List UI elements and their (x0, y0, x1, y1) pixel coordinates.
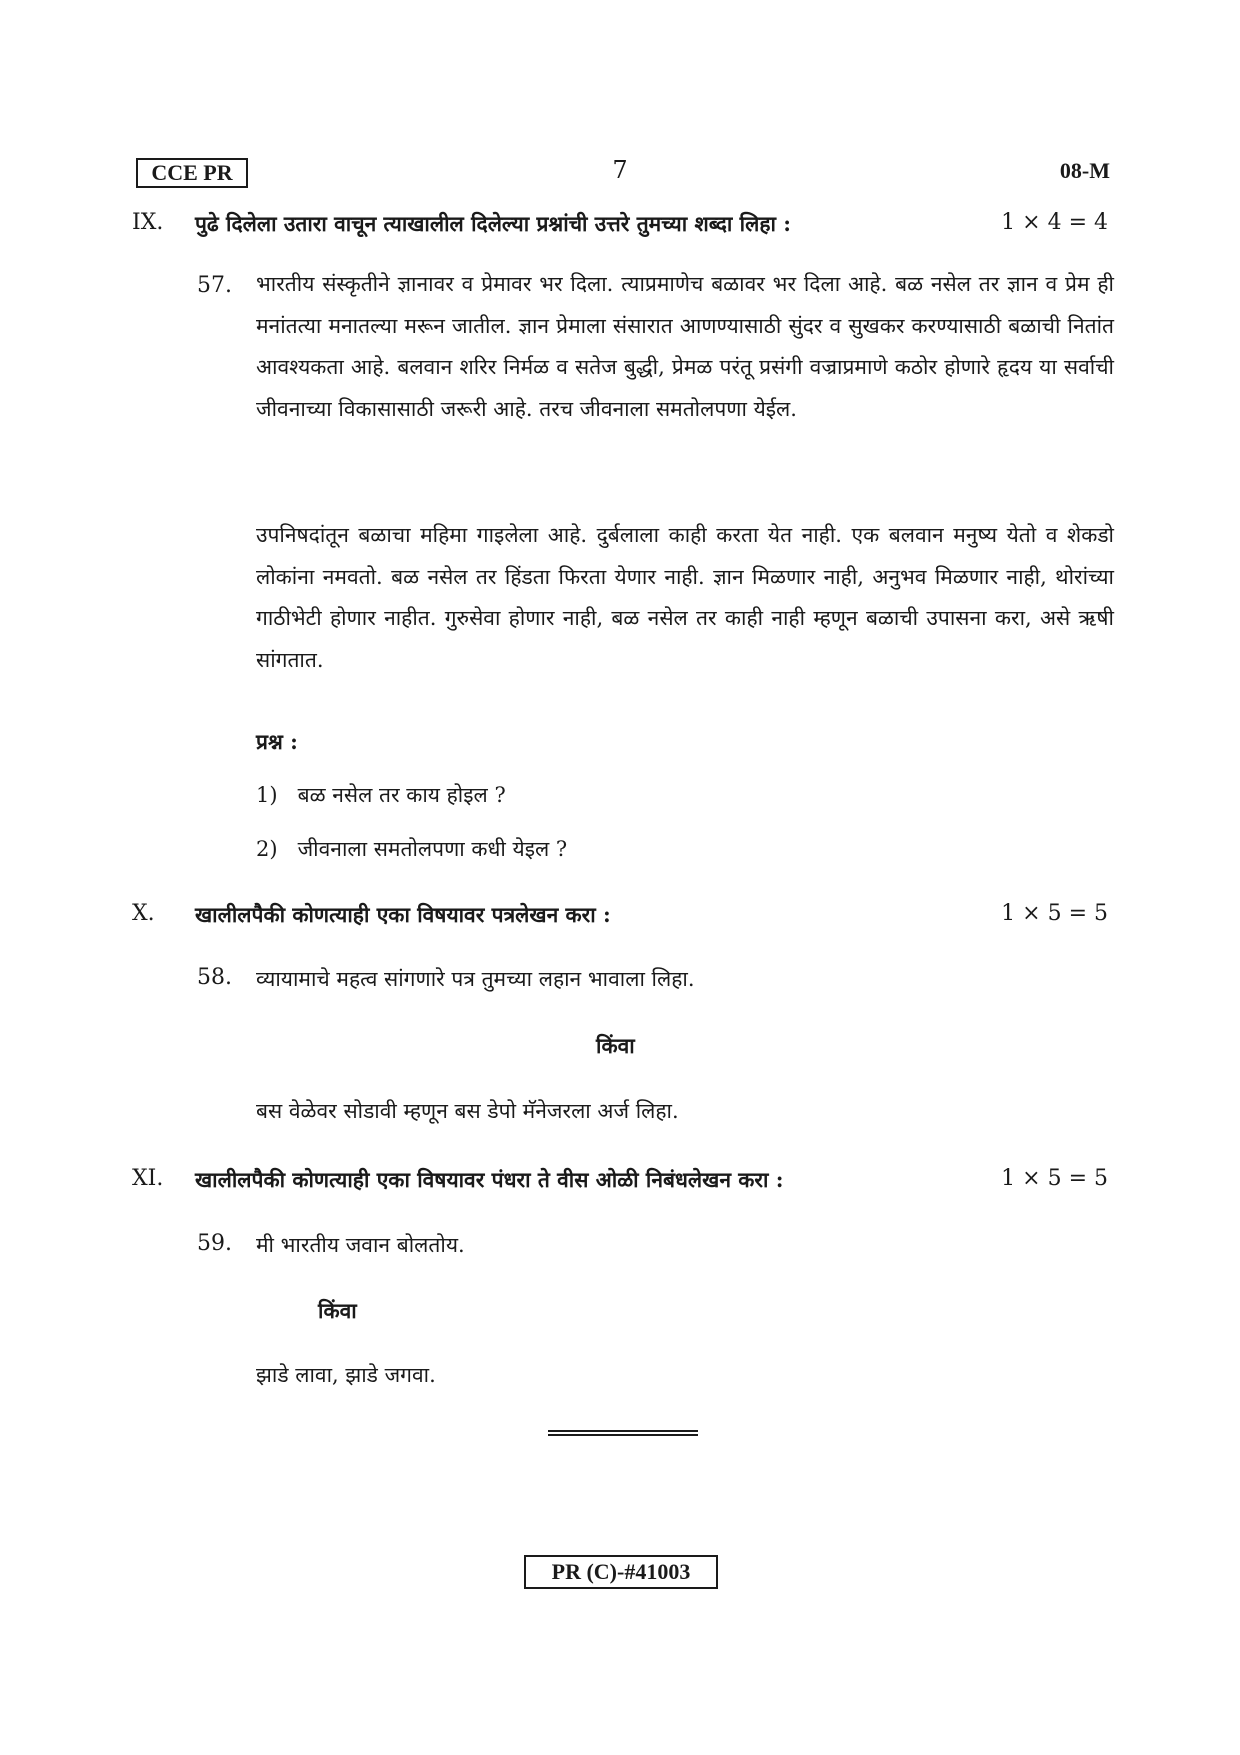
question-1-number: 1) (256, 783, 278, 807)
question-1 (256, 781, 506, 809)
question-2 (256, 835, 567, 863)
question-59-option-2: झाडे लावा, झाडे जगवा. (256, 1363, 436, 1387)
section-ix-roman: IX. (132, 210, 164, 235)
header-code-box: CCE PR (136, 158, 248, 188)
section-x-roman: X. (132, 901, 155, 926)
section-x-marks: 1 × 5 = 5 (1001, 901, 1108, 926)
section-x-heading: खालीलपैकी कोणत्याही एका विषयावर पत्रलेखन करा : (195, 902, 611, 927)
question-2-text: जीवनाला समतोलपणा कधी येइल ? (297, 837, 568, 861)
question-59-or-label: किंवा (318, 1298, 357, 1323)
question-59-number: 59. (197, 1231, 232, 1256)
section-xi-marks: 1 × 5 = 5 (1001, 1166, 1108, 1191)
paper-code: 08-M (1059, 158, 1110, 183)
footer-code-box: PR (C)-#41003 (524, 1555, 718, 1589)
question-2-number: 2) (256, 837, 278, 861)
questions-label: प्रश्न : (256, 729, 298, 754)
section-xi-roman: XI. (132, 1166, 164, 1191)
end-double-rule (548, 1430, 698, 1436)
passage-paragraph-2: उपनिषदांतून बळाचा महिमा गाइलेला आहे. दुर्बलाला काही करता येत नाही. एक बलवान मनुष्य येतो व शेकडो लोकांना नमवतो. बळ नसेल तर हिंडता फिरता येणार नाही. ज्ञान मिळणार नाही, अनुभव मिळणार नाही, थोरांच्या गाठीभेटी होणार नाहीत. गुरुसेवा होणार नाही, बळ नसेल तर काही नाही म्हणून बळाची उपासना करा, असे ऋषी सांगतात. (256, 523, 1114, 672)
question-58-option-1: व्यायामाचे महत्व सांगणारे पत्र तुमच्या लहान भावाला लिहा. (256, 967, 695, 991)
question-57-number: 57. (197, 273, 232, 298)
page-number: 7 (612, 156, 628, 184)
question-58-option-2: बस वेळेवर सोडावी म्हणून बस डेपो मॅनेजरला अर्ज लिहा. (256, 1099, 679, 1123)
passage-paragraph-1: भारतीय संस्कृतीने ज्ञानावर व प्रेमावर भर दिला. त्याप्रमाणेच बळावर भर दिला आहे. बळ नसेल तर ज्ञान व प्रेम ही मनांतत्या मनातल्या मरून जातील. ज्ञान प्रेमाला संसारात आणण्यासाठी सुंदर व सुखकर करण्यासाठी बळाची नितांत आवश्यकता आहे. बलवान शरिर निर्मळ व सतेज बुद्धी, प्रेमळ परंतू प्रसंगी वज्राप्रमाणे कठोर होणारे हृदय या सर्वाची जीवनाच्या विकासासाठी जरूरी आहे. तरच जीवनाला समतोलपणा येईल. (256, 272, 1114, 421)
section-ix-marks: 1 × 4 = 4 (1001, 210, 1108, 235)
section-xi-heading: खालीलपैकी कोणत्याही एका विषयावर पंधरा ते वीस ओळी निबंधलेखन करा : (195, 1167, 784, 1192)
question-58-number: 58. (197, 965, 232, 990)
question-59-option-1: मी भारतीय जवान बोलतोय. (256, 1233, 465, 1257)
question-58-or-label: किंवा (596, 1033, 635, 1058)
section-ix-heading: पुढे दिलेला उतारा वाचून त्याखालील दिलेल्या प्रश्नांची उत्तरे तुमच्या शब्दा लिहा : (195, 211, 791, 236)
question-1-text: बळ नसेल तर काय होइल ? (297, 783, 506, 807)
